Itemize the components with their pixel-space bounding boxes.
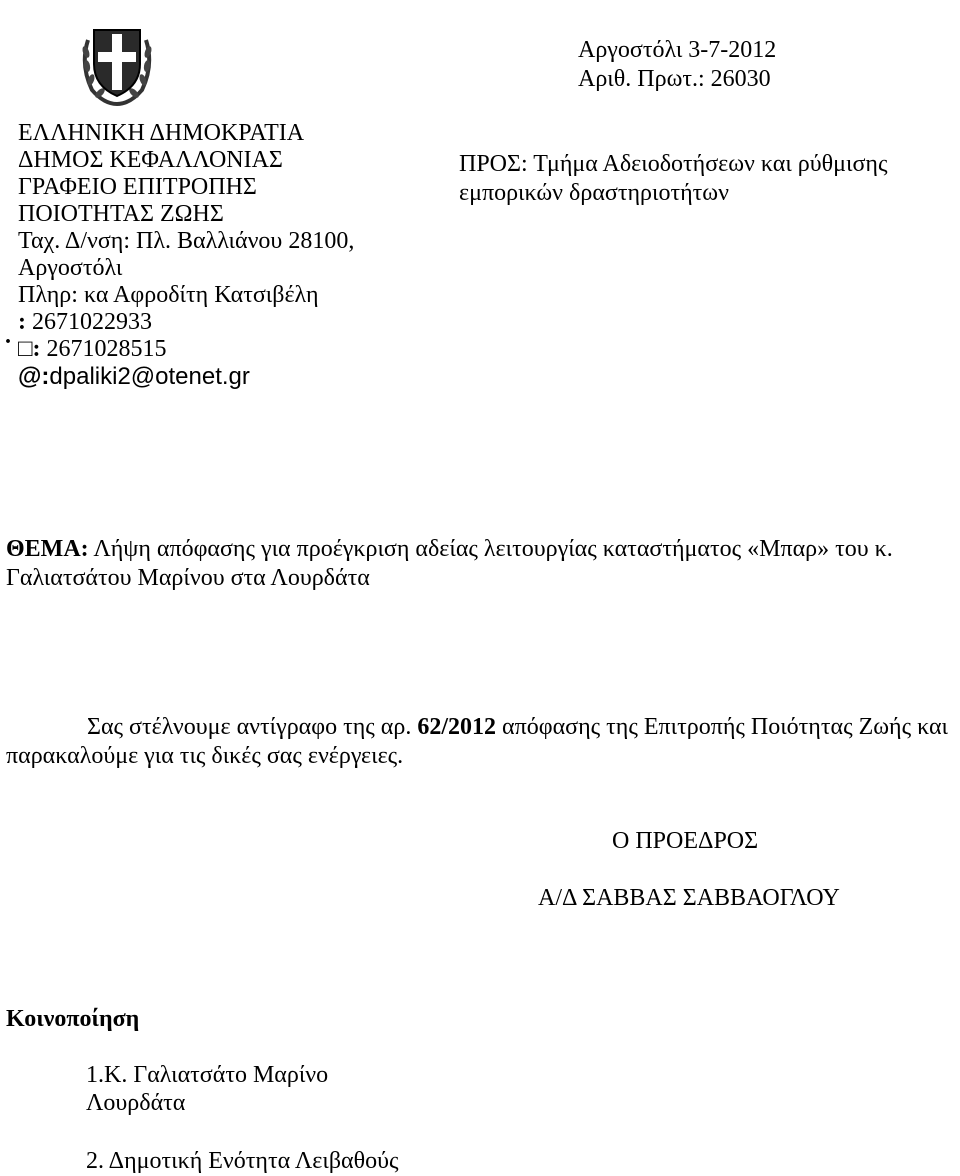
cc-list [86,1061,398,1175]
email-label: @: [18,363,50,390]
sender-line-committee: ΠΟΙΟΤΗΤΑΣ ΖΩΗΣ [18,201,224,227]
sender-line-municipality: ΔΗΜΟΣ ΚΕΦΑΛΛΟΝΙΑΣ [18,147,283,173]
body-paragraph [6,713,960,771]
fax-icon: □ [18,336,33,362]
document-header [578,36,776,94]
fax-label: : [32,336,41,362]
phone-number: 2671022933 [32,309,152,335]
sender-contact: Πληρ: κα Αφροδίτη Κατσιβέλη [18,282,319,308]
protocol-number: Αριθ. Πρωτ.: 26030 [578,66,771,92]
place-date: Αργοστόλι 3-7-2012 [578,37,777,63]
phone-label: : [18,309,26,335]
fax-number: 2671028515 [46,336,167,362]
recipient-block [459,150,887,208]
decision-number: 62/2012 [417,714,497,740]
bullet-dot: . [5,323,11,349]
cc-item-1-line-1: 1.Κ. Γαλιατσάτο Μαρίνο [86,1062,329,1088]
sender-fax-row [18,336,354,363]
sender-line-office: ΓΡΑΦΕΙΟ ΕΠΙΤΡΟΠΗΣ [18,174,257,200]
sender-block [5,120,355,390]
signature-title: Ο ΠΡΟΕΔΡΟΣ [612,828,759,854]
sender-city: Αργοστόλι [18,255,123,281]
sender-line-republic: ΕΛΛΗΝΙΚΗ ΔΗΜΟΚΡΑΤΙΑ [18,120,305,146]
body-text-part-1: Σας στέλνουμε αντίγραφο της αρ. [87,714,418,740]
subject-label: ΘΕΜΑ: [6,536,89,562]
body-text-part-2: απόφασης της Επιτροπής Ποιότητας Ζωής και παρακαλούμε για τις δικές σας ενέργειες. [6,714,948,769]
cc-item-1-line-2: Λουρδάτα [86,1090,186,1116]
subject-paragraph [6,535,956,593]
sender-address: Ταχ. Δ/νση: Πλ. Βαλλιάνου 28100, [18,228,355,254]
email-address[interactable]: dpaliki2@otenet.gr [49,363,250,390]
sender-email-row [18,363,354,390]
subject-text: Λήψη απόφασης για προέγκριση αδείας λειτουργίας καταστήματος «Μπαρ» του κ. Γαλιατσάτου Μαρίνου στα Λουρδάτα [6,536,893,591]
recipient-line-2: εμπορικών δραστηριοτήτων [459,180,729,206]
recipient-line-1: ΠΡΟΣ: Τμήμα Αδειοδοτήσεων και ρύθμισης [459,151,888,177]
greek-emblem-icon [78,20,156,106]
cc-heading: Κοινοποίηση [6,1006,140,1032]
signature-name: Α/Δ ΣΑΒΒΑΣ ΣΑΒΒΑΟΓΛΟΥ [538,885,840,911]
cc-item-2: 2. Δημοτική Ενότητα Λειβαθούς [86,1148,399,1174]
